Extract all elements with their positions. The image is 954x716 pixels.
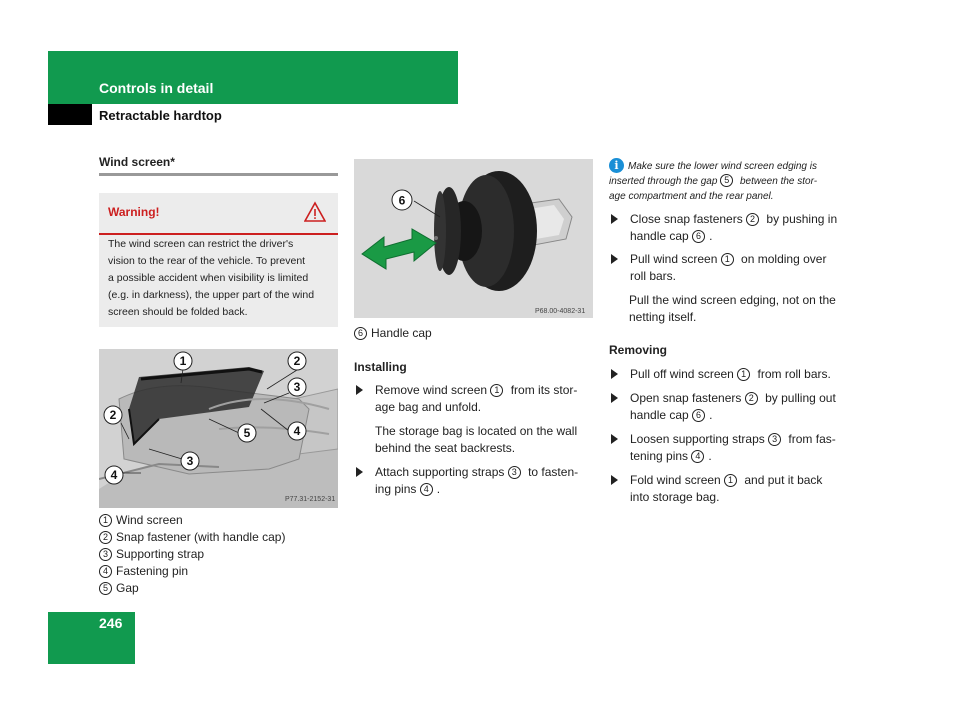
- legend-number: 3: [99, 548, 112, 561]
- legend-label: Supporting strap: [116, 547, 205, 561]
- legend-item: [99, 512, 183, 529]
- callout-label: 5: [243, 426, 251, 440]
- step-text: ing pins: [375, 482, 420, 496]
- section-marker: [48, 104, 92, 125]
- step-text: from roll bars.: [754, 367, 831, 381]
- note-line: netting itself.: [629, 310, 697, 324]
- step-text: from its stor-: [507, 383, 578, 397]
- ref-number: 6: [692, 230, 705, 243]
- step-text: by pulling out: [761, 391, 836, 405]
- legend-number: 1: [99, 514, 112, 527]
- info-line: inserted through the gap: [609, 176, 721, 187]
- step-text: Attach supporting straps: [375, 465, 508, 479]
- step-text: .: [436, 482, 441, 496]
- callout-label: 1: [179, 354, 187, 368]
- step-text: into storage bag.: [630, 490, 720, 504]
- caption-label: Handle cap: [371, 326, 432, 340]
- pull-note: [629, 292, 836, 326]
- figure-caption: [354, 325, 432, 342]
- ref-number: 1: [490, 384, 503, 397]
- bullet-arrow-icon: [611, 434, 618, 444]
- ref-number: 1: [721, 253, 734, 266]
- step-text: and put it back: [741, 473, 823, 487]
- legend-label: Fastening pin: [116, 564, 189, 578]
- warning-line: a possible accident when visibility is limited: [108, 272, 309, 284]
- warning-line: screen should be folded back.: [108, 306, 248, 318]
- step-text: Pull off wind screen: [630, 367, 738, 381]
- info-line: between the stor-: [737, 176, 818, 187]
- wind-screen-heading: Wind screen*: [99, 155, 175, 169]
- callout-label: 6: [398, 193, 406, 208]
- install-note: [375, 423, 577, 457]
- legend-number: 6: [354, 327, 367, 340]
- figure-code: P68.00-4082-31: [535, 308, 586, 315]
- legend-number: 2: [99, 531, 112, 544]
- step-text: Pull wind screen: [630, 252, 721, 266]
- wind-screen-illustration: [99, 349, 338, 508]
- handle-cap-illustration: [354, 159, 593, 318]
- ref-number: 6: [692, 409, 705, 422]
- legend-number: 4: [99, 565, 112, 578]
- ref-number: 1: [724, 474, 737, 487]
- header-band: [48, 51, 458, 104]
- warning-box: [99, 193, 338, 327]
- page-subtitle: Retractable hardtop: [99, 108, 222, 123]
- info-line: Make sure the lower wind screen edging is: [628, 161, 817, 172]
- warning-text: [108, 236, 333, 321]
- legend-label: Wind screen: [116, 513, 183, 527]
- figure-code: P77.31-2152-31: [285, 496, 336, 503]
- step-text: to fasten-: [524, 465, 579, 479]
- legend-number: 5: [99, 582, 112, 595]
- step-text: Open snap fasteners: [630, 391, 745, 405]
- warning-triangle-icon: [304, 201, 326, 223]
- removing-heading: Removing: [609, 343, 668, 357]
- callout-label: 2: [293, 354, 301, 368]
- step-text: handle cap: [630, 229, 693, 243]
- step-text: tening pins: [630, 449, 692, 463]
- warning-title: Warning!: [108, 205, 160, 219]
- info-line: age compartment and the rear panel.: [609, 191, 774, 202]
- legend-item: [99, 563, 188, 580]
- handle-cap-figure: [354, 159, 593, 318]
- ref-number: 2: [746, 213, 759, 226]
- bullet-arrow-icon: [356, 467, 363, 477]
- note-line: behind the seat backrests.: [375, 441, 516, 455]
- bullet-arrow-icon: [356, 385, 363, 395]
- ref-number: 3: [768, 433, 781, 446]
- callout-label: 4: [110, 468, 118, 482]
- bullet-arrow-icon: [611, 254, 618, 264]
- ref-number: 3: [508, 466, 521, 479]
- warning-line: vision to the rear of the vehicle. To prevent: [108, 255, 306, 267]
- legend-item: [99, 580, 139, 597]
- step-text: from fas-: [785, 432, 836, 446]
- heading-rule: [99, 173, 338, 176]
- step-text: .: [708, 449, 712, 463]
- step-text: on molding over: [737, 252, 827, 266]
- bullet-arrow-icon: [611, 214, 618, 224]
- warning-line: (e.g. in darkness), the upper part of the wind: [108, 289, 315, 301]
- bullet-arrow-icon: [611, 393, 618, 403]
- bullet-arrow-icon: [611, 475, 618, 485]
- legend-label: Gap: [116, 581, 139, 595]
- ref-number: 5: [720, 174, 733, 187]
- step-text: handle cap: [630, 408, 693, 422]
- step-text: .: [709, 229, 713, 243]
- callout-label: 3: [186, 454, 194, 468]
- warning-line: The wind screen can restrict the driver's: [108, 238, 294, 250]
- legend-item: [99, 529, 285, 546]
- step-text: roll bars.: [630, 269, 677, 283]
- callout-label: 3: [293, 380, 301, 394]
- ref-number: 2: [745, 392, 758, 405]
- step-text: .: [709, 408, 713, 422]
- step-text: Loosen supporting straps: [630, 432, 769, 446]
- step-text: by pushing in: [763, 212, 838, 226]
- step-text: Close snap fasteners: [630, 212, 747, 226]
- note-line: Pull the wind screen edging, not on the: [629, 293, 836, 307]
- ref-number: 4: [691, 450, 704, 463]
- callout-label: 2: [109, 408, 117, 422]
- legend-item: [99, 546, 204, 563]
- note-line: The storage bag is located on the wall: [375, 424, 578, 438]
- installing-heading: Installing: [354, 360, 407, 374]
- callout-label: 4: [293, 424, 301, 438]
- ref-number: 4: [420, 483, 433, 496]
- wind-screen-figure: [99, 349, 338, 508]
- ref-number: 1: [737, 368, 750, 381]
- step-text: age bag and unfold.: [375, 400, 482, 414]
- step-text: Fold wind screen: [630, 473, 725, 487]
- step-text: Remove wind screen: [375, 383, 491, 397]
- bullet-arrow-icon: [611, 369, 618, 379]
- section-title: Controls in detail: [99, 80, 214, 96]
- page-number: 246: [99, 615, 123, 631]
- info-note: [609, 159, 849, 204]
- info-icon: i: [609, 158, 624, 173]
- legend-label: Snap fastener (with handle cap): [116, 530, 286, 544]
